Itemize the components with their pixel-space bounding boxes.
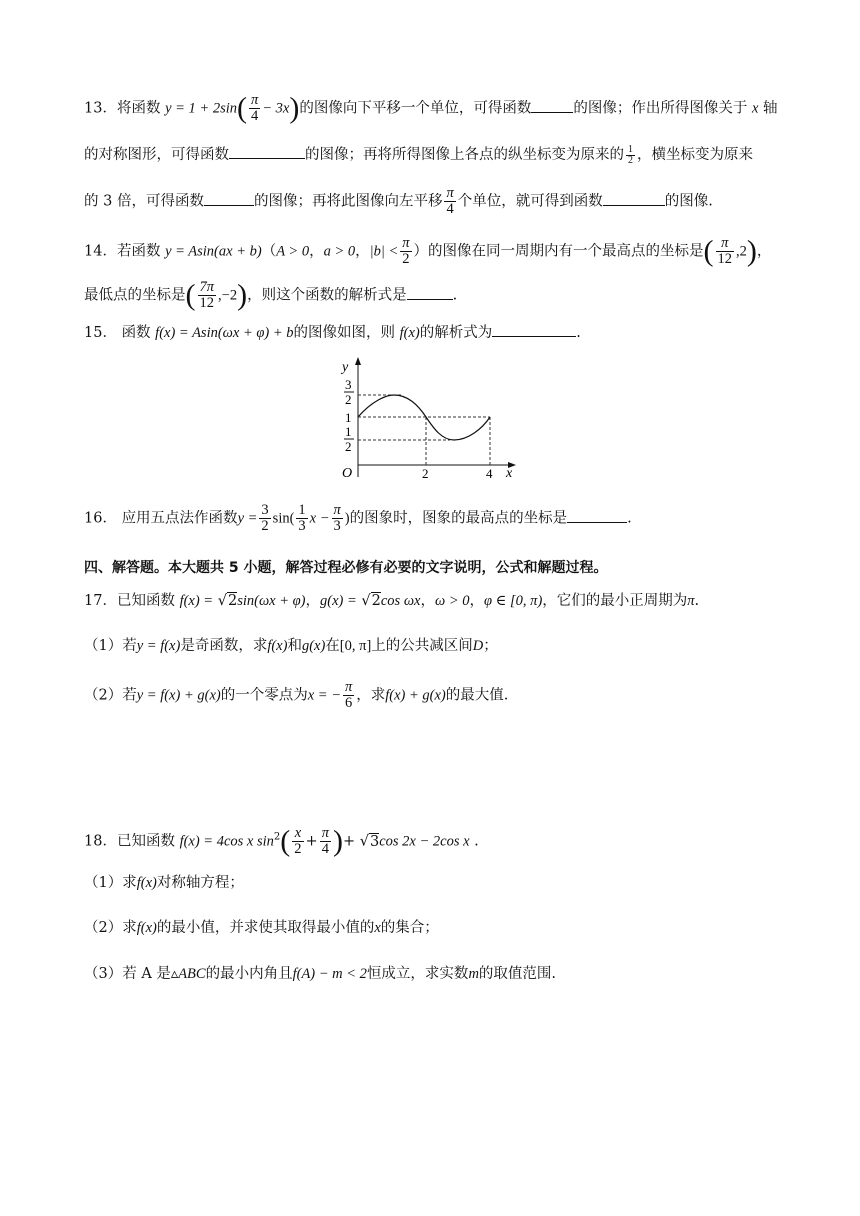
paren: ) [746, 234, 757, 268]
text: ，则这个函数的解析式是 [247, 287, 407, 304]
condition: A > 0 [276, 243, 310, 260]
fraction [716, 236, 735, 267]
formula: y = f(x) + g(x) [136, 687, 221, 704]
fraction-den: 2 [294, 841, 302, 857]
q18-part-3 [84, 964, 556, 984]
text: 是奇函数，求 [180, 638, 268, 654]
q13-line-3 [84, 186, 713, 217]
formula: sin( [272, 510, 295, 527]
formula: ▵ABC [170, 966, 206, 982]
text: ； [483, 638, 498, 654]
text: 已知函数 [116, 593, 175, 609]
text: 上的公共减区间 [371, 638, 473, 654]
tick-3-num: 3 [345, 377, 352, 392]
variable: D [472, 638, 484, 654]
text: 的 3 倍，可得函数 [84, 193, 204, 210]
formula: x − [309, 510, 330, 527]
fraction-num: 7π [199, 279, 215, 295]
q16-line [84, 503, 632, 534]
text: . [694, 593, 700, 609]
interval: [0, π] [339, 638, 372, 654]
fraction [249, 93, 260, 124]
text: 将函数 [116, 100, 161, 117]
condition: a > 0 [323, 243, 356, 260]
fraction-den: 4 [446, 201, 454, 217]
text: ，求 [356, 687, 386, 704]
tick-1: 1 [345, 410, 352, 425]
text: 的取值范围. [478, 966, 557, 982]
text: 的最小内角且 [205, 966, 293, 982]
paren: ) [332, 824, 343, 858]
question-number: 13． [84, 100, 117, 117]
question-number: 18． [84, 833, 117, 850]
text: ，横坐标变为原来 [637, 147, 753, 163]
text: 的图像；再将所得图像上各点的纵坐标变为原来的 [305, 147, 624, 163]
formula: sin(ωx + φ) [237, 593, 306, 609]
coordinate: ,−2 [218, 287, 238, 304]
function-graph [322, 355, 528, 481]
text: 的图像如图，则 [293, 325, 396, 341]
tick-3-den: 2 [345, 392, 352, 407]
paren: ) [289, 91, 300, 125]
text: 的对称图形，可得函数 [84, 147, 229, 163]
part-label: （2）若 [84, 687, 137, 704]
question-number: 16． [84, 510, 117, 527]
fraction-num: π [446, 185, 454, 201]
text: . [576, 325, 581, 341]
q15-line [84, 322, 581, 343]
formula: − 3x [262, 100, 290, 117]
fraction [400, 236, 411, 267]
fraction-num: π [344, 679, 353, 695]
sqrt-value: 2 [227, 593, 238, 609]
fraction-den: 2 [261, 518, 269, 534]
formula: cos ωx [380, 593, 421, 609]
fraction-num: 1 [628, 143, 633, 155]
fraction-den: 6 [344, 695, 353, 711]
fraction-den: 2 [628, 154, 633, 166]
formula: f(x) = [179, 593, 214, 609]
formula: y = f(x) [136, 638, 181, 654]
fraction-den: 3 [333, 518, 341, 534]
fraction-num: 3 [261, 502, 269, 518]
answer-blank[interactable] [492, 322, 576, 337]
x-axis-label: x [506, 466, 513, 481]
variable: m [468, 966, 479, 982]
q18-part-2 [84, 918, 439, 938]
operator: + [342, 833, 356, 850]
q18-part-1 [84, 873, 244, 893]
answer-blank[interactable] [407, 285, 453, 300]
text: 的一个零点为 [220, 687, 308, 704]
text: 最低点的坐标是 [84, 287, 186, 304]
text: . [474, 833, 479, 850]
text: 若函数 [116, 243, 161, 260]
q14-line-2 [84, 280, 457, 311]
formula: f(A) − m < 2 [292, 966, 367, 982]
fraction [198, 280, 217, 311]
tick-x4: 4 [486, 466, 493, 481]
fraction-num: π [333, 502, 341, 518]
q14-line-1: 14．若函数 y = Asin(ax + b)（A > 0，a > 0，|b| < $\frac{\pi}{2}$ ）的图像在同一周期内有一个最高点的坐标是( $\frac{\pi}{12}$ ,2)， [84, 234, 772, 268]
origin-label: O [342, 466, 353, 481]
part-label: （1）若 [84, 638, 137, 654]
formula: f(x) = Asin(ωx + φ) + b [155, 325, 294, 341]
fraction-den: 4 [321, 841, 329, 857]
paren: ( [280, 824, 291, 858]
variable: x [751, 100, 759, 117]
tick-half-num: 1 [345, 424, 352, 439]
formula: y = 1 + 2sin [165, 100, 237, 117]
q13-line-2 [84, 144, 753, 166]
answer-blank[interactable] [229, 144, 305, 159]
fraction-den: 4 [251, 108, 259, 124]
q18-line: 18．已知函数 f(x) = 4cos x $\sin^2$( $\frac{x}{2}$ + $\frac{\pi}{4}$ )+ √3cos 2x − 2cos x . [84, 824, 479, 858]
fraction [292, 826, 303, 857]
tick-half-den: 2 [345, 439, 352, 454]
formula: f(x) [136, 875, 157, 891]
text: 的图像；作出所得图像关于 [573, 100, 748, 117]
fraction [444, 186, 455, 217]
coordinate: ,2 [736, 243, 747, 260]
fraction [320, 826, 331, 857]
text: 的解析式为 [419, 325, 493, 341]
section-heading: 四、解答题。本大题共 5 小题，解答过程必修有必要的文字说明，公式和解题过程。 [84, 560, 608, 576]
y-axis-label: y [342, 360, 349, 375]
text: 的图像向下平移一个单位，可得函数 [299, 100, 532, 117]
text: 的图像. [664, 193, 713, 210]
text: 对称轴方程； [156, 875, 244, 891]
text: 函数 [121, 325, 151, 341]
formula: y = [237, 510, 258, 527]
text: 的最大值. [445, 687, 509, 704]
condition: |b| < [369, 243, 399, 260]
paren: ( [703, 234, 714, 268]
text: . [452, 287, 458, 304]
q17-line: 17．已知函数 f(x) = √2sin(ωx + φ)，g(x) = √2cos ωx，ω > 0，φ ∈ [0, π)，它们的最小正周期为π. [84, 593, 700, 609]
answer-blank[interactable] [204, 191, 254, 206]
fraction [259, 503, 270, 534]
q17-part-2 [84, 680, 508, 711]
fraction-num: π [716, 236, 735, 252]
variable: π [687, 593, 695, 609]
q17-part-1 [84, 636, 498, 656]
text: 在 [325, 638, 340, 654]
formula: f(x) [136, 920, 157, 936]
paren: ) [237, 278, 248, 312]
fraction-den: 3 [298, 518, 306, 534]
fraction-num: 1 [298, 502, 306, 518]
q13-line-1 [84, 93, 778, 124]
formula: ) [344, 510, 350, 527]
part-label: （1）求 [84, 875, 137, 891]
fraction-den: 12 [199, 295, 214, 311]
paren: ( [185, 278, 196, 312]
answer-blank[interactable] [567, 508, 627, 523]
formula: f(x) + g(x) [385, 687, 446, 704]
fraction-den: 2 [402, 251, 410, 267]
text: 恒成立，求实数 [366, 966, 469, 982]
formula: f(x) = 4cos x sin [179, 833, 274, 850]
formula: g(x) [301, 638, 326, 654]
operator: + [305, 833, 318, 850]
formula: x = − [307, 687, 341, 704]
sqrt-value: 2 [371, 593, 381, 609]
fraction-num: π [402, 235, 410, 251]
condition: φ ∈ [0, π) [484, 593, 543, 609]
formula: f(x) [267, 638, 288, 654]
formula: cos 2x − 2cos x [379, 833, 470, 850]
fraction [296, 503, 307, 534]
text: 和 [287, 638, 302, 654]
variable: x [374, 920, 381, 936]
answer-blank[interactable] [531, 98, 573, 113]
text: 的图像；再将此图像向左平移 [253, 193, 443, 210]
fraction [332, 503, 343, 534]
answer-blank[interactable] [603, 191, 665, 206]
text: 的最小值，并求使其取得最小值的 [156, 920, 375, 936]
text: 的集合； [380, 920, 439, 936]
fraction-num: x [292, 826, 303, 842]
question-number: 14． [84, 243, 117, 260]
text: 应用五点法作函数 [121, 510, 238, 527]
question-number: 15． [84, 325, 117, 341]
text: 的图象时，图象的最高点的坐标是 [349, 510, 568, 527]
sqrt-value: 3 [369, 833, 380, 850]
text: 个单位，就可得到函数 [457, 193, 603, 210]
formula: y = Asin(ax + b) [165, 243, 262, 260]
formula: g(x) = [320, 593, 357, 609]
fraction [626, 145, 635, 166]
fraction [343, 680, 354, 711]
y-axis-arrow [355, 357, 361, 365]
question-number: 17． [84, 593, 117, 609]
tick-x2: 2 [422, 466, 429, 481]
text: 轴 [763, 100, 778, 117]
fraction-num: π [251, 92, 259, 108]
text: ，它们的最小正周期为 [542, 593, 688, 609]
exponent: 2 [273, 831, 281, 843]
paren: ( [237, 91, 247, 125]
text: 已知函数 [116, 833, 175, 850]
part-label: （2）求 [84, 920, 137, 936]
fraction-num: π [321, 825, 329, 841]
part-label: （3）若 A 是 [84, 966, 171, 982]
text: . [627, 510, 632, 527]
text: ）的图像在同一周期内有一个最高点的坐标是 [413, 243, 704, 260]
formula: f(x) [399, 325, 420, 341]
fraction-den: 12 [717, 251, 733, 267]
condition: ω > 0 [435, 593, 470, 609]
